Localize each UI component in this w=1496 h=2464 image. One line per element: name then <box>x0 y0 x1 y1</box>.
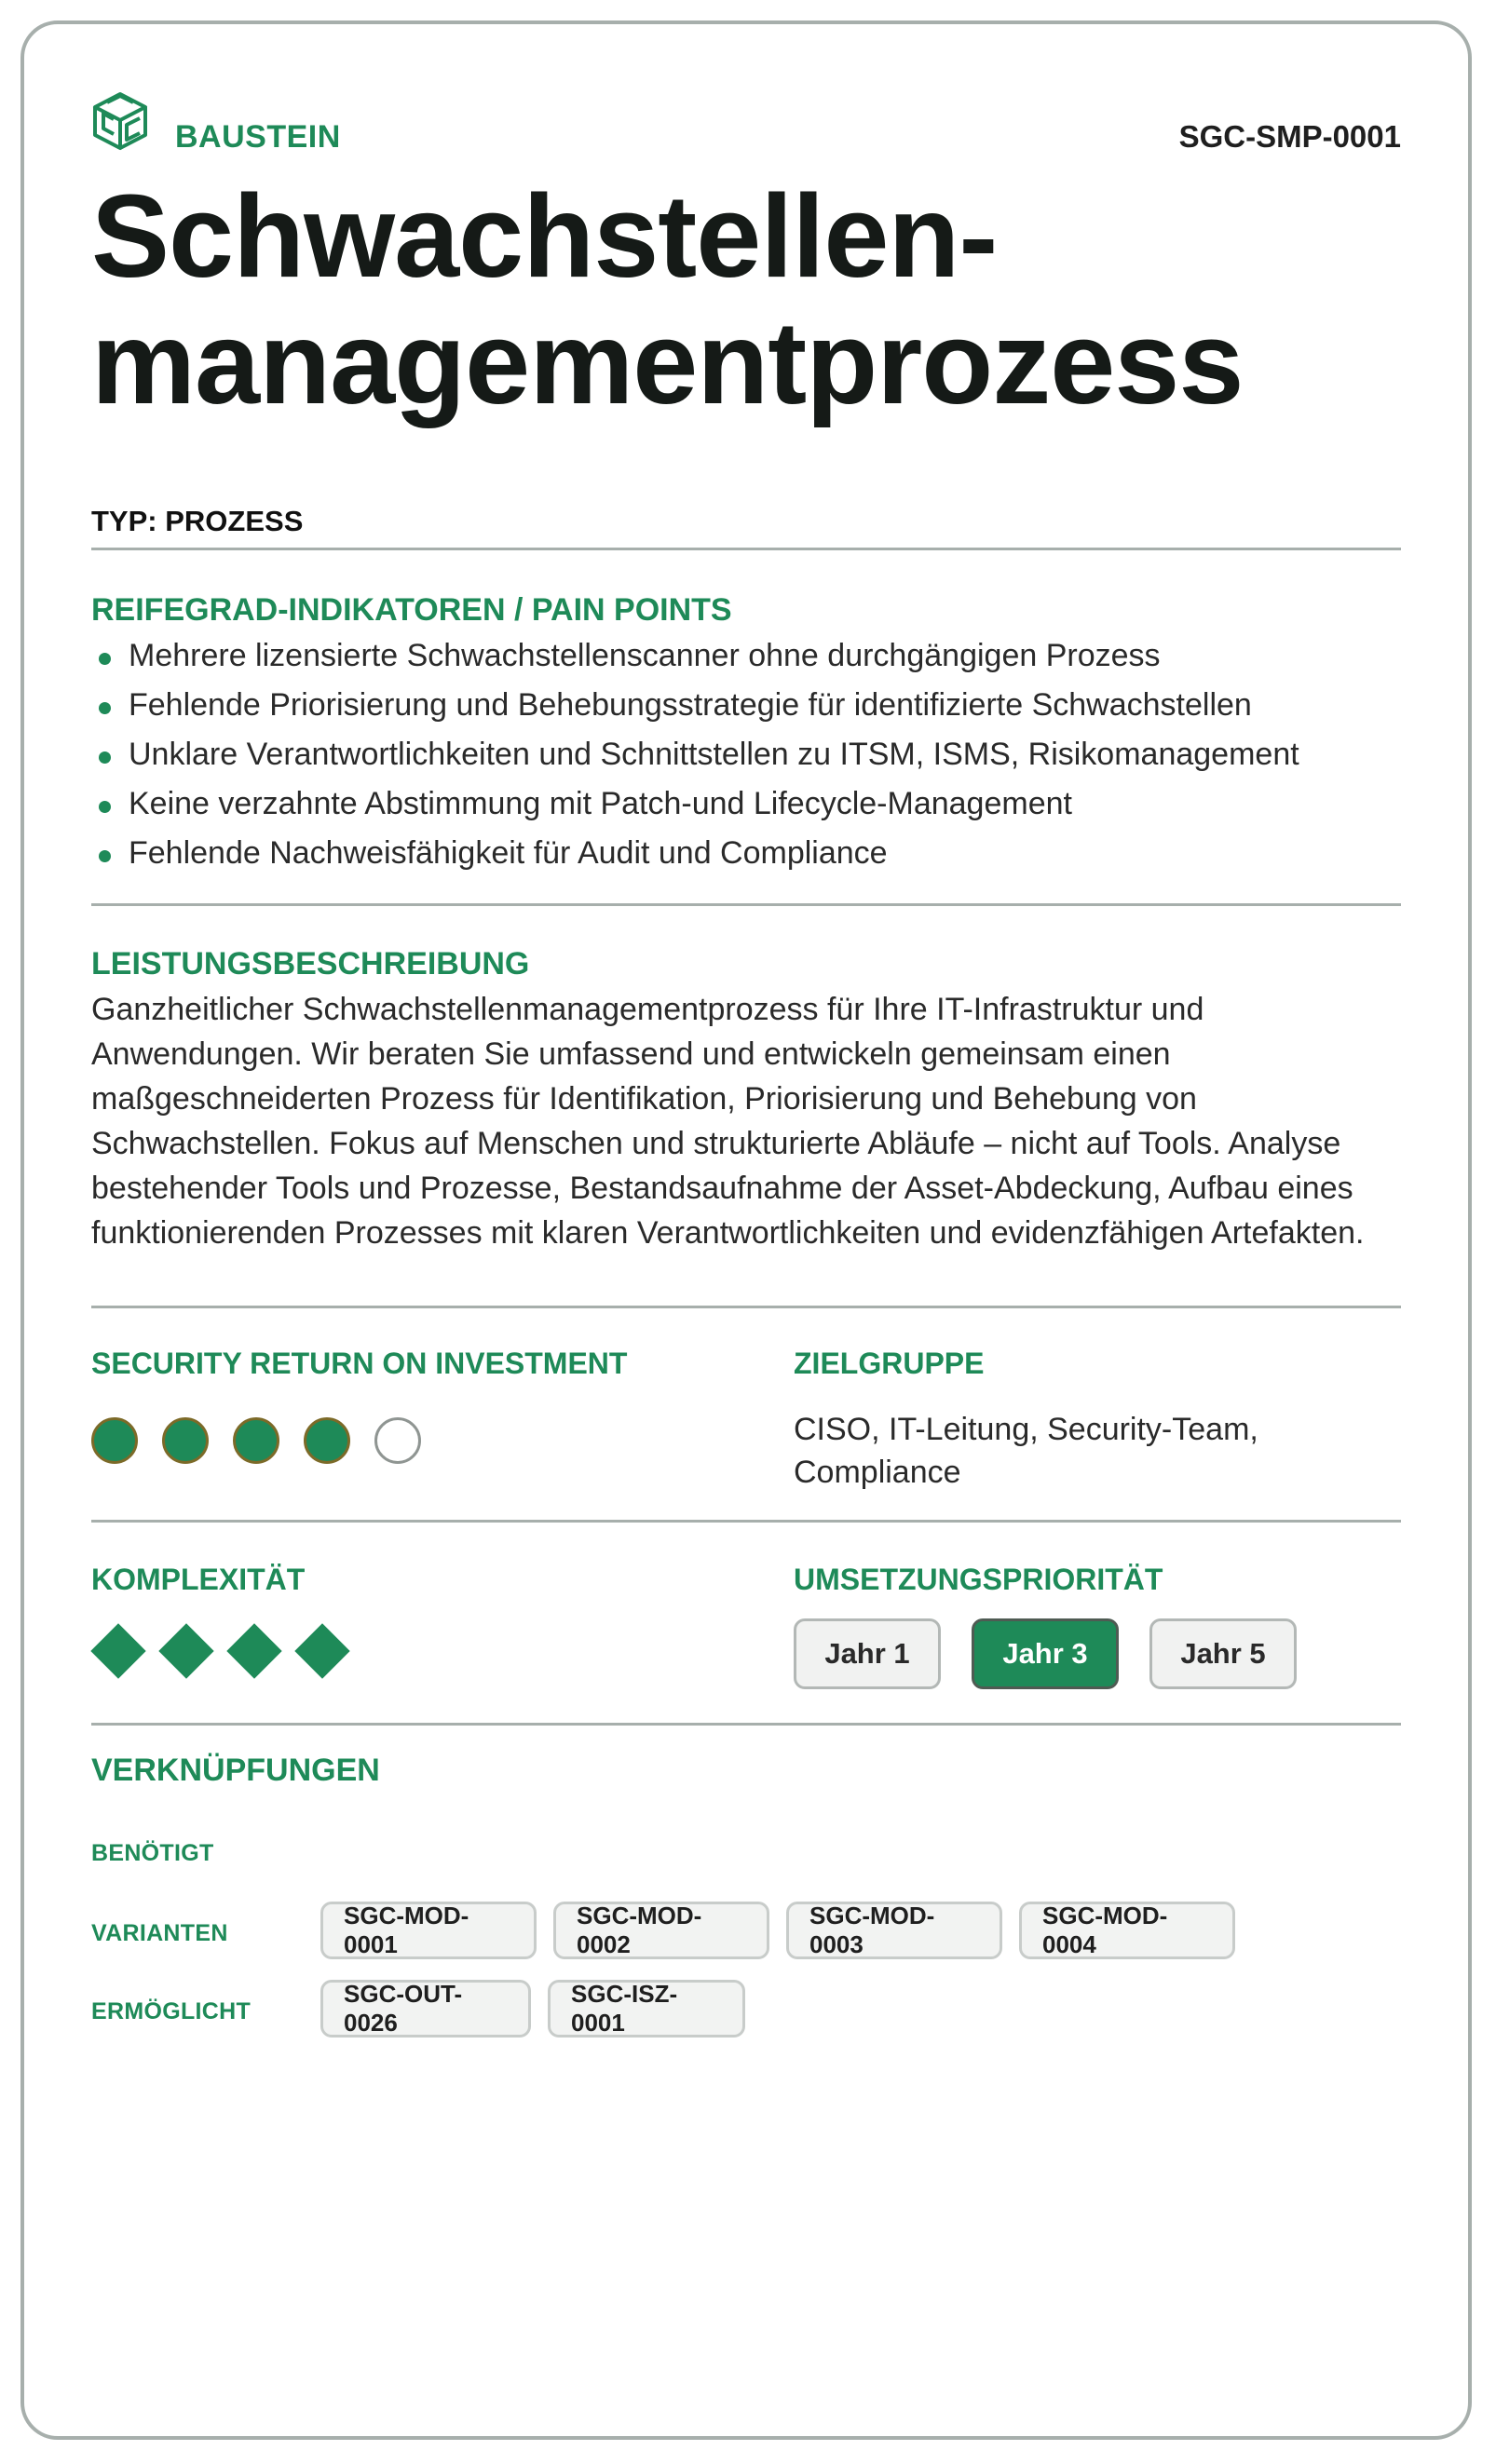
description-line: Anwendungen. Wir beraten Sie umfassend und entwickeln gemeinsam einen <box>91 1036 1171 1072</box>
target-group-text <box>794 1408 1353 1494</box>
card-kind-label: BAUSTEIN <box>175 119 341 155</box>
rating-dot-empty <box>374 1417 421 1464</box>
description-text <box>91 987 1401 1255</box>
page-title <box>91 170 1401 428</box>
link-chip-variant[interactable]: SGC-MOD-0003 <box>786 1902 1002 1959</box>
variants-label: VARIANTEN <box>91 1920 228 1946</box>
service-card <box>20 20 1472 2440</box>
priority-option-year-1[interactable]: Jahr 1 <box>794 1618 941 1689</box>
enables-label: ERMÖGLICHT <box>91 1998 252 2024</box>
divider <box>91 1520 1401 1523</box>
divider <box>91 1306 1401 1308</box>
divider <box>91 1723 1401 1726</box>
link-chip-enables[interactable]: SGC-OUT-0026 <box>320 1980 531 2038</box>
pain-points-heading: REIFEGRAD-INDIKATOREN / PAIN POINTS <box>91 592 732 628</box>
list-item: Unklare Verantwortlichkeiten und Schnittstellen zu ITSM, ISMS, Risikomanagement <box>91 730 1401 779</box>
link-chip-variant[interactable]: SGC-MOD-0004 <box>1019 1902 1235 1959</box>
description-line: bestehender Tools und Prozesse, Bestandsaufnahme der Asset-Abdeckung, Aufbau eines <box>91 1171 1353 1206</box>
divider <box>91 548 1401 550</box>
priority-option-year-5[interactable]: Jahr 5 <box>1149 1618 1297 1689</box>
links-heading: VERKNÜPFUNGEN <box>91 1753 380 1788</box>
description-line: Schwachstellen. Fokus auf Menschen und strukturierte Abläufe – nicht auf Tools. Analyse <box>91 1126 1341 1161</box>
pain-points-list <box>91 631 1401 878</box>
list-item: Keine verzahnte Abstimmung mit Patch-und Lifecycle-Management <box>91 779 1401 829</box>
requires-label: BENÖTIGT <box>91 1840 214 1866</box>
card-header <box>91 91 1401 156</box>
target-group-heading: ZIELGRUPPE <box>794 1347 985 1380</box>
target-group-line-2: Compliance <box>794 1455 961 1490</box>
priority-heading: UMSETZUNGSPRIORITÄT <box>794 1563 1163 1596</box>
description-line: maßgeschneiderten Prozess für Identifikation, Priorisierung und Behebung von <box>91 1081 1197 1117</box>
complexity-diamond <box>294 1623 349 1678</box>
link-chip-variant[interactable]: SGC-MOD-0002 <box>553 1902 769 1959</box>
roi-heading: SECURITY RETURN ON INVESTMENT <box>91 1347 628 1380</box>
complexity-diamond <box>158 1623 213 1678</box>
rating-dot-filled <box>233 1417 279 1464</box>
list-item: Fehlende Nachweisfähigkeit für Audit und Compliance <box>91 829 1401 878</box>
complexity-diamond <box>90 1623 145 1678</box>
page-title-line-1: Schwachstellen- <box>91 170 998 302</box>
target-group-line-1: CISO, IT-Leitung, Security-Team, <box>794 1412 1258 1447</box>
card-id-code: SGC-SMP-0001 <box>1178 119 1401 154</box>
priority-option-year-3[interactable]: Jahr 3 <box>972 1618 1119 1689</box>
rating-dot-filled <box>91 1417 138 1464</box>
description-line: funktionierenden Prozesses mit klaren Verantwortlichkeiten und evidenzfähigen Artefakten. <box>91 1215 1365 1251</box>
sgc-logo-icon <box>91 91 149 151</box>
rating-dot-filled <box>304 1417 350 1464</box>
page-title-line-2: managementprozess <box>91 297 1244 428</box>
type-label: TYP: PROZESS <box>91 505 304 537</box>
link-chip-enables[interactable]: SGC-ISZ-0001 <box>548 1980 745 2038</box>
description-heading: LEISTUNGSBESCHREIBUNG <box>91 946 530 982</box>
complexity-heading: KOMPLEXITÄT <box>91 1563 306 1596</box>
list-item: Fehlende Priorisierung und Behebungsstrategie für identifizierte Schwachstellen <box>91 681 1401 730</box>
link-chip-variant[interactable]: SGC-MOD-0001 <box>320 1902 537 1959</box>
description-line: Ganzheitlicher Schwachstellenmanagementprozess für Ihre IT-Infrastruktur und <box>91 992 1204 1027</box>
divider <box>91 903 1401 906</box>
complexity-diamond <box>226 1623 281 1678</box>
rating-dot-filled <box>162 1417 209 1464</box>
list-item: Mehrere lizensierte Schwachstellenscanner ohne durchgängigen Prozess <box>91 631 1401 681</box>
